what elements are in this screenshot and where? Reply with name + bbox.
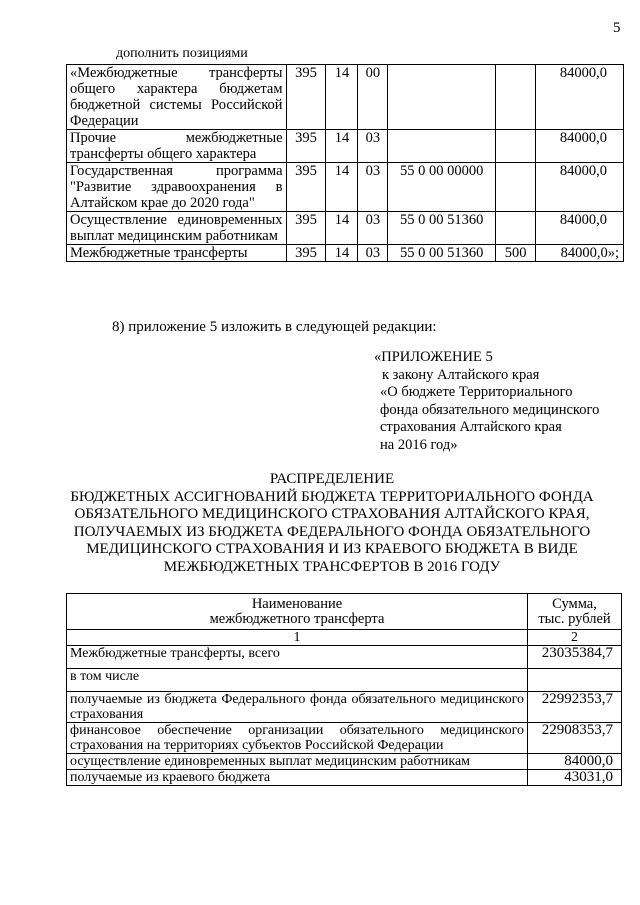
item-8-text: 8) приложение 5 изложить в следующей редакции: [112, 319, 437, 335]
column-number-row [67, 630, 622, 646]
row-code-5 [496, 212, 536, 245]
header-sum-line: Сумма, [552, 596, 597, 612]
row-name: получаемые из краевого бюджета [67, 770, 528, 786]
intro-text: дополнить позициями [116, 46, 248, 61]
title-line: РАСПРЕДЕЛЕНИЕ [269, 471, 395, 487]
row-code-3: 00 [358, 65, 388, 130]
row-code-4 [388, 65, 496, 130]
row-name: Межбюджетные трансферты [67, 245, 287, 262]
title-line: БЮДЖЕТНЫХ АССИГНОВАНИЙ БЮДЖЕТА ТЕРРИТОРИАЛЬНОГО ФОНДА [70, 488, 594, 505]
appendix-header [374, 349, 599, 454]
row-code-2: 14 [326, 163, 358, 212]
appendix-line: на 2016 год» [380, 436, 458, 453]
row-name: «Межбюджетные трансферты общего характера бюджетам бюджетной системы Российской Федерации [67, 65, 287, 130]
title-line: МЕЖБЮДЖЕТНЫХ ТРАНСФЕРТОВ В 2016 ГОДУ [163, 558, 501, 575]
row-sum: 43031,0 [528, 770, 622, 786]
row-code-4 [388, 130, 496, 163]
row-code-5 [496, 130, 536, 163]
row-code-1: 395 [286, 163, 326, 212]
row-name: Осуществление единовременных выплат медицинским работникам [67, 212, 287, 245]
row-code-1: 395 [286, 245, 326, 262]
row-code-5 [496, 163, 536, 212]
table-row [67, 669, 622, 692]
row-code-2: 14 [326, 130, 358, 163]
header-name-line: Наименование [251, 596, 343, 612]
row-name: финансовое обеспечение организации обязательного медицинского страхования на территориях субъектов Российской Федерации [67, 723, 528, 754]
header-sum-cell [528, 594, 622, 630]
page-number: 5 [613, 20, 621, 36]
row-sum: 84000,0 [536, 130, 624, 163]
row-code-5 [496, 65, 536, 130]
row-code-5: 500 [496, 245, 536, 262]
row-code-1: 395 [286, 212, 326, 245]
row-name: Прочие межбюджетные трансферты общего характера [67, 130, 287, 163]
transfers-distribution-table [66, 593, 622, 786]
row-sum: 84000,0 [528, 754, 622, 770]
row-code-1: 395 [286, 130, 326, 163]
row-code-4: 55 0 00 51360 [388, 245, 496, 262]
table-row [67, 692, 622, 723]
row-name: получаемые из бюджета Федерального фонда обязательного медицинского страхования [67, 692, 528, 723]
table-row [67, 65, 624, 130]
row-name: Межбюджетные трансферты, всего [67, 646, 528, 669]
row-sum: 84000,0 [536, 65, 624, 130]
row-code-1: 395 [286, 65, 326, 130]
header-name-line: межбюджетного трансферта [209, 611, 385, 627]
title-line: ОБЯЗАТЕЛЬНОГО МЕДИЦИНСКОГО СТРАХОВАНИЯ АЛТАЙСКОГО КРАЯ, [74, 506, 590, 522]
table-row [67, 723, 622, 754]
row-sum [528, 669, 622, 692]
table-row [67, 212, 624, 245]
table-row [67, 163, 624, 212]
row-sum: 84000,0»; [536, 245, 624, 262]
row-code-2: 14 [326, 65, 358, 130]
row-sum: 84000,0 [536, 212, 624, 245]
appendix-line: фонда обязательного медицинского [380, 401, 600, 418]
row-code-2: 14 [326, 245, 358, 262]
column-number-1: 1 [67, 630, 528, 646]
row-name: осуществление единовременных выплат медицинским работникам [67, 754, 528, 770]
table-row [67, 754, 622, 770]
row-sum: 22908353,7 [528, 723, 622, 754]
header-sum-line: тыс. рублей [538, 611, 611, 627]
title-line: ПОЛУЧАЕМЫХ ИЗ БЮДЖЕТА ФЕДЕРАЛЬНОГО ФОНДА ОБЯЗАТЕЛЬНОГО [73, 523, 591, 540]
appendix-line: страхования Алтайского края [380, 419, 562, 435]
row-name: Государственная программа "Развитие здравоохранения в Алтайском крае до 2020 года" [67, 163, 287, 212]
table-row [67, 245, 624, 262]
row-code-3: 03 [358, 245, 388, 262]
row-code-3: 03 [358, 212, 388, 245]
appendix-line: к закону Алтайского края [382, 366, 540, 383]
row-sum: 22992353,7 [528, 692, 622, 723]
budget-items-table [66, 64, 624, 262]
row-code-3: 03 [358, 130, 388, 163]
row-code-4: 55 0 00 51360 [388, 212, 496, 245]
row-sum: 23035384,7 [528, 646, 622, 669]
column-number-2: 2 [528, 630, 622, 646]
table-header-row [67, 594, 622, 630]
row-sum: 84000,0 [536, 163, 624, 212]
table-row [67, 770, 622, 786]
row-code-2: 14 [326, 212, 358, 245]
appendix-line: «ПРИЛОЖЕНИЕ 5 [374, 349, 493, 365]
appendix-line: «О бюджете Территориального [380, 384, 573, 400]
table-row [67, 130, 624, 163]
row-code-3: 03 [358, 163, 388, 212]
document-title [52, 471, 612, 576]
title-line: МЕДИЦИНСКОГО СТРАХОВАНИЯ И ИЗ КРАЕВОГО БЮДЖЕТА В ВИДЕ [86, 541, 578, 557]
table-row [67, 646, 622, 669]
row-name: в том числе [67, 669, 528, 692]
row-code-4: 55 0 00 00000 [388, 163, 496, 212]
header-name-cell [67, 594, 528, 630]
